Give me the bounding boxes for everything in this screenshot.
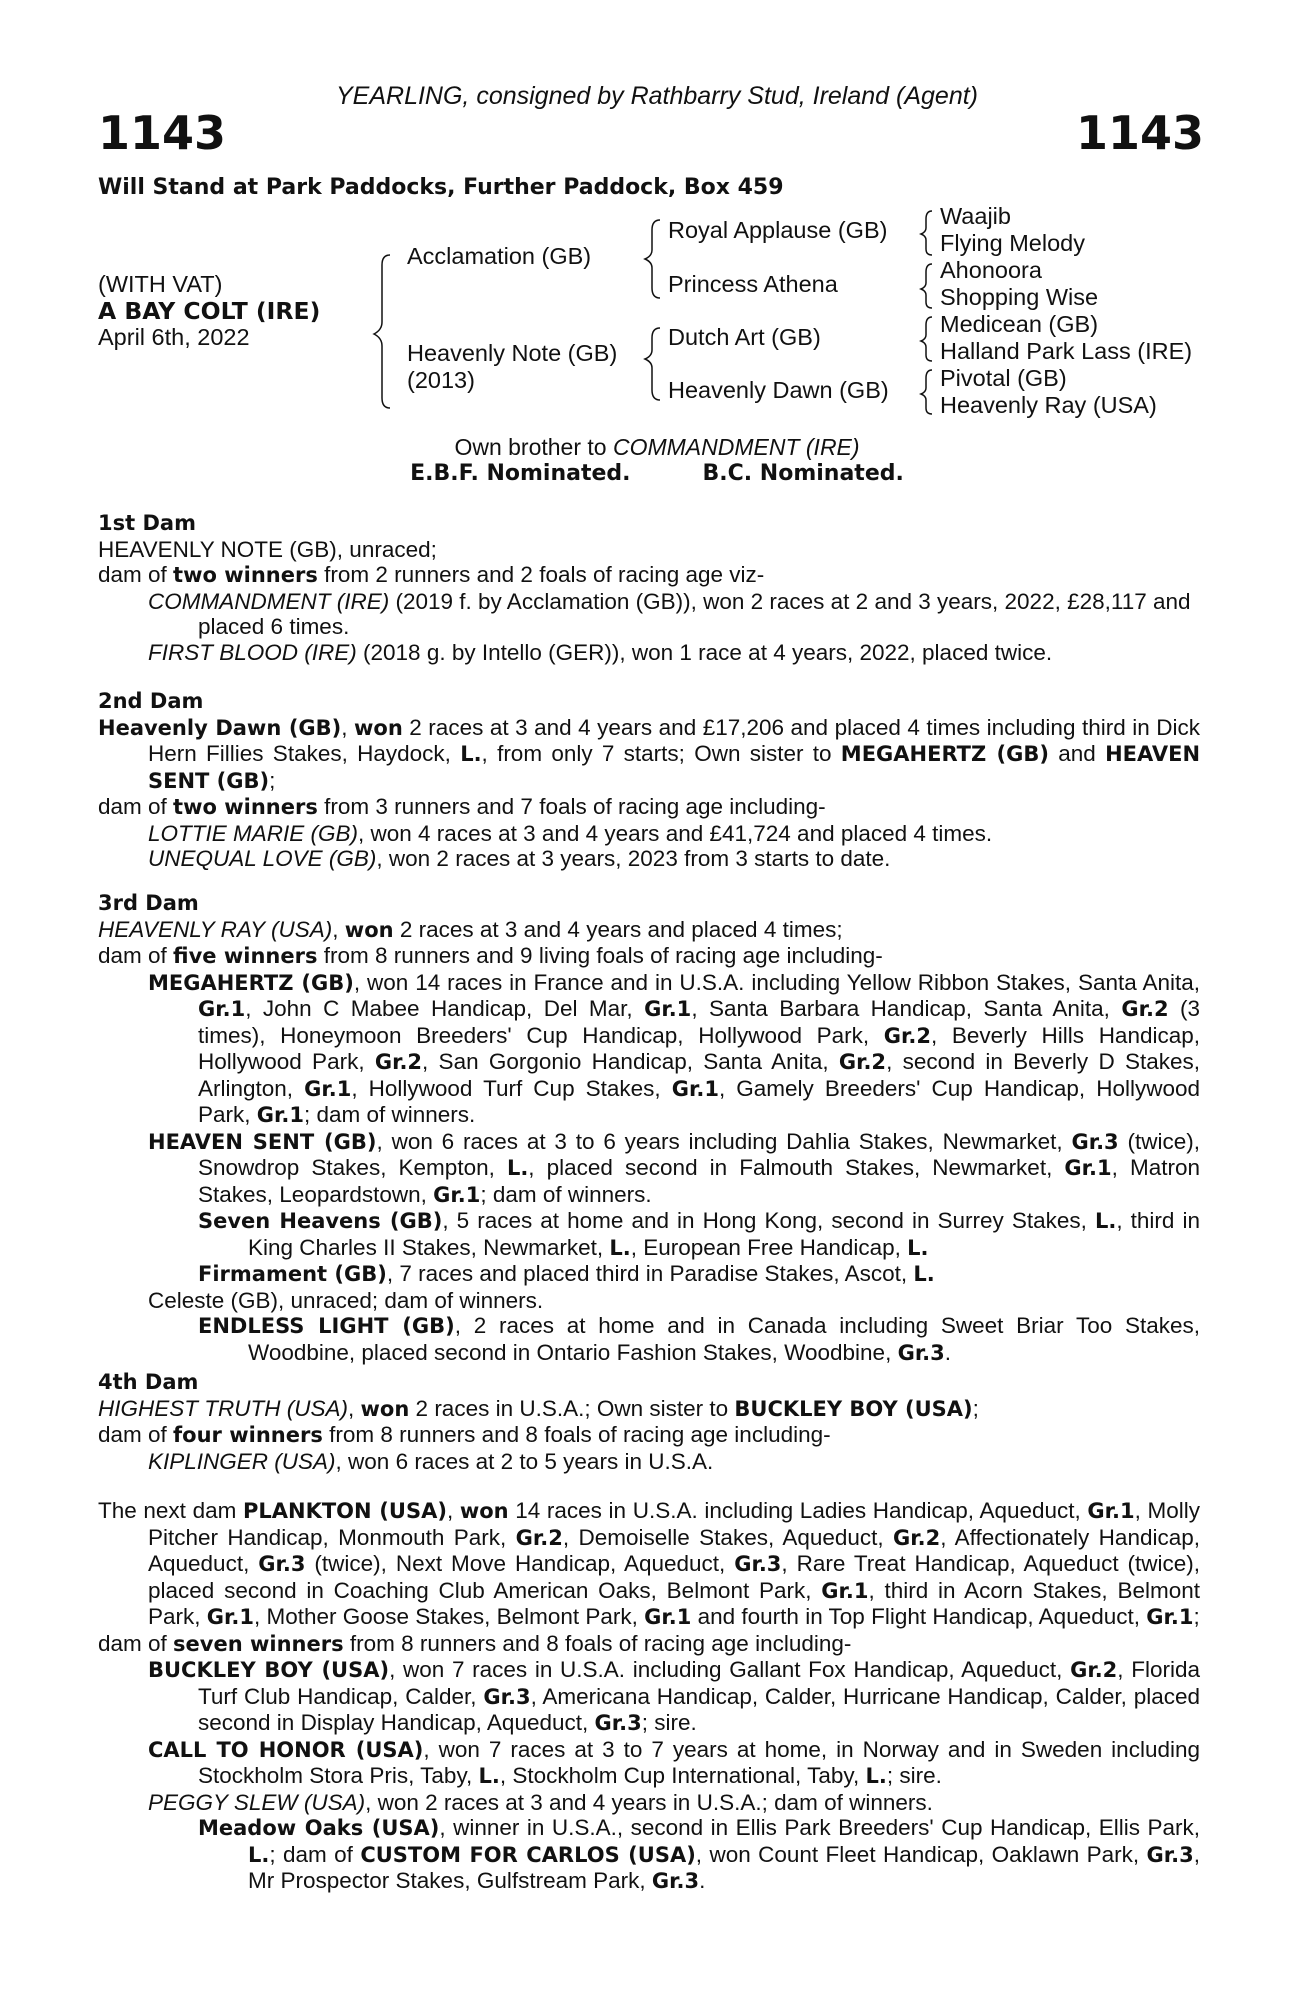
produce-entry: UNEQUAL LOVE (GB), won 2 races at 3 years, 2023 from 3 starts to date. xyxy=(148,846,891,871)
ancestor-7: Pivotal (GB) xyxy=(940,365,1067,391)
ancestor-2: Flying Melody xyxy=(940,230,1085,256)
subject-name: A BAY COLT (IRE) xyxy=(98,297,321,325)
produce-entry: ENDLESS LIGHT (GB), 2 races at home and in Canada including Sweet Briar Too Stakes, Woodbine, placed second in Ontario Fashion Stakes, Woodbine, Gr.3. xyxy=(198,1313,1200,1365)
fourth-dam-section xyxy=(98,1370,1200,1474)
ebf-nominated: E.B.F. Nominated. xyxy=(410,461,631,486)
produce-entry: FIRST BLOOD (IRE) (2018 g. by Intello (GER)), won 1 race at 4 years, 2022, placed twice. xyxy=(148,639,1053,665)
produce-entry: MEGAHERTZ (GB), won 14 races in France and in U.S.A. including Yellow Ribbon Stakes, Santa Anita, Gr.1, John C Mabee Handicap, Del Mar, Gr.1, Santa Barbara Handicap, Santa Anita, Gr.2 (3 times), Honeymoon Breeders' Cup Handicap, Hollywood Park, Gr.2, Beverly Hills Handicap, Hollywood Park, Gr.2, San Gorgonio Handicap, Santa Anita, Gr.2, second in Beverly D Stakes, Arlington, Gr.1, Hollywood Turf Cup Stakes, Gr.1, Gamely Breeders' Cup Handicap, Hollywood Park, Gr.1; dam of winners. xyxy=(148,969,1201,1127)
foaling-date: April 6th, 2022 xyxy=(98,324,250,350)
lot-number-right: 1143 xyxy=(1075,106,1204,160)
dam: Heavenly Note (GB) xyxy=(407,340,618,366)
ancestor-6: Halland Park Lass (IRE) xyxy=(940,338,1193,364)
produce-entry: CALL TO HONOR (USA), won 7 races at 3 to 7 years at home, in Norway and in Sweden including Stockholm Stora Pris, Taby, L., Stockholm Cup International, Taby, L.; sire. xyxy=(148,1736,1200,1788)
produce-entry: KIPLINGER (USA), won 6 races at 2 to 5 years in U.S.A. xyxy=(148,1448,714,1474)
produce-entry: BUCKLEY BOY (USA), won 7 races in U.S.A. including Gallant Fox Handicap, Aqueduct, Gr.2, Florida Turf Club Handicap, Calder, Gr.3, Americana Handicap, Calder, Hurricane Handicap, Calder, placed second in Display Handicap, Aqueduct, Gr.3; sire. xyxy=(148,1657,1200,1735)
section-title: 1st Dam xyxy=(98,511,196,535)
produce-entry: LOTTIE MARIE (GB), won 4 races at 3 and 4 years and £41,724 and placed 4 times. xyxy=(148,820,993,846)
produce-entry: Meadow Oaks (USA), winner in U.S.A., second in Ellis Park Breeders' Cup Handicap, Ellis Park, L.; dam of CUSTOM FOR CARLOS (USA), won Count Fleet Handicap, Oaklawn Park, Gr.3, Mr Prospector Stakes, Gulfstream Park, Gr.3. xyxy=(198,1815,1200,1893)
dam-line: Heavenly Dawn (GB), won 2 races at 3 and 4 years and £17,206 and placed 4 times including third in Dick Hern Fillies Stakes, Haydock, L., from only 7 starts; Own sister to MEGAHERTZ (GB) and HEAVEN SENT (GB); xyxy=(98,714,1201,793)
first-dam-section xyxy=(98,511,1200,665)
ancestor-5: Medicean (GB) xyxy=(940,311,1099,337)
nominations xyxy=(0,460,1314,487)
ancestor-1: Waajib xyxy=(940,203,1011,229)
stand-location: Will Stand at Park Paddocks, Further Paddock, Box 459 xyxy=(98,175,784,200)
section-title: 3rd Dam xyxy=(98,891,199,915)
ancestor-4: Shopping Wise xyxy=(940,284,1099,310)
section-title: 4th Dam xyxy=(98,1370,199,1394)
lot-number-left: 1143 xyxy=(98,106,227,160)
produce-summary: dam of seven winners from 8 runners and 8 foals of racing age including- xyxy=(98,1630,852,1656)
produce-entry: Seven Heavens (GB), 5 races at home and in Hong Kong, second in Surrey Stakes, L., third in King Charles II Stakes, Newmarket, L., European Free Handicap, L. xyxy=(198,1208,1200,1260)
ancestor-3: Ahonoora xyxy=(940,257,1042,283)
vat-note: (WITH VAT) xyxy=(98,271,223,297)
produce-entry: HEAVEN SENT (GB), won 6 races at 3 to 6 years including Dahlia Stakes, Newmarket, Gr.3 (twice), Snowdrop Stakes, Kempton, L., placed second in Falmouth Stakes, Newmarket, Gr.1, Matron Stakes, Leopardstown, Gr.1; dam of winners. xyxy=(148,1128,1200,1207)
third-dam-section xyxy=(98,891,1200,1366)
dam-line: HIGHEST TRUTH (USA), won 2 races in U.S.A.; Own sister to BUCKLEY BOY (USA); xyxy=(98,1395,979,1421)
own-brother-note: Own brother to COMMANDMENT (IRE) xyxy=(454,434,860,460)
produce-summary: dam of two winners from 3 runners and 7 foals of racing age including- xyxy=(98,794,826,819)
produce-entry: Celeste (GB), unraced; dam of winners. xyxy=(148,1287,544,1313)
sire: Acclamation (GB) xyxy=(407,243,592,269)
pedigree-table xyxy=(0,0,1314,480)
produce-summary: dam of two winners from 2 runners and 2 foals of racing age viz- xyxy=(98,562,765,587)
bc-nominated: B.C. Nominated. xyxy=(702,461,904,486)
dam-year: (2013) xyxy=(407,367,475,393)
sire-dam: Princess Athena xyxy=(668,271,838,297)
dam-line: The next dam PLANKTON (USA), won 14 races in U.S.A. including Ladies Handicap, Aqueduct, Gr.1, Molly Pitcher Handicap, Monmouth Park, Gr.2, Demoiselle Stakes, Aqueduct, Gr.2, Affectionately Handicap, Aqueduct, Gr.3 (twice), Next Move Handicap, Aqueduct, Gr.3, Rare Treat Handicap, Aqueduct (twice), placed second in Coaching Club American Oaks, Belmont Park, Gr.1, third in Acorn Stakes, Belmont Park, Gr.1, Mother Goose Stakes, Belmont Park, Gr.1 and fourth in Top Flight Handicap, Aqueduct, Gr.1; xyxy=(98,1498,1200,1629)
section-title: 2nd Dam xyxy=(98,689,204,713)
dam-sire: Dutch Art (GB) xyxy=(668,324,821,350)
produce-entry: COMMANDMENT (IRE) (2019 f. by Acclamation (GB)), won 2 races at 2 and 3 years, 2022, £28,117 and placed 6 times. xyxy=(148,588,1191,639)
consignment-line: YEARLING, consigned by Rathbarry Stud, Ireland (Agent) xyxy=(336,82,978,110)
ancestor-8: Heavenly Ray (USA) xyxy=(940,392,1157,418)
produce-entry: PEGGY SLEW (USA), won 2 races at 3 and 4 years in U.S.A.; dam of winners. xyxy=(148,1789,933,1815)
produce-summary: dam of five winners from 8 runners and 9 living foals of racing age including- xyxy=(98,943,883,968)
produce-summary: dam of four winners from 8 runners and 8 foals of racing age including- xyxy=(98,1422,831,1447)
next-dam-section xyxy=(98,1498,1200,1895)
sire-sire: Royal Applause (GB) xyxy=(668,217,888,243)
produce-entry: Firmament (GB), 7 races and placed third in Paradise Stakes, Ascot, L. xyxy=(198,1261,935,1286)
dam-line: HEAVENLY NOTE (GB), unraced; xyxy=(98,536,437,562)
second-dam-section xyxy=(98,689,1200,872)
dam-line: HEAVENLY RAY (USA), won 2 races at 3 and 4 years and placed 4 times; xyxy=(98,916,843,942)
dam-dam: Heavenly Dawn (GB) xyxy=(668,377,889,403)
